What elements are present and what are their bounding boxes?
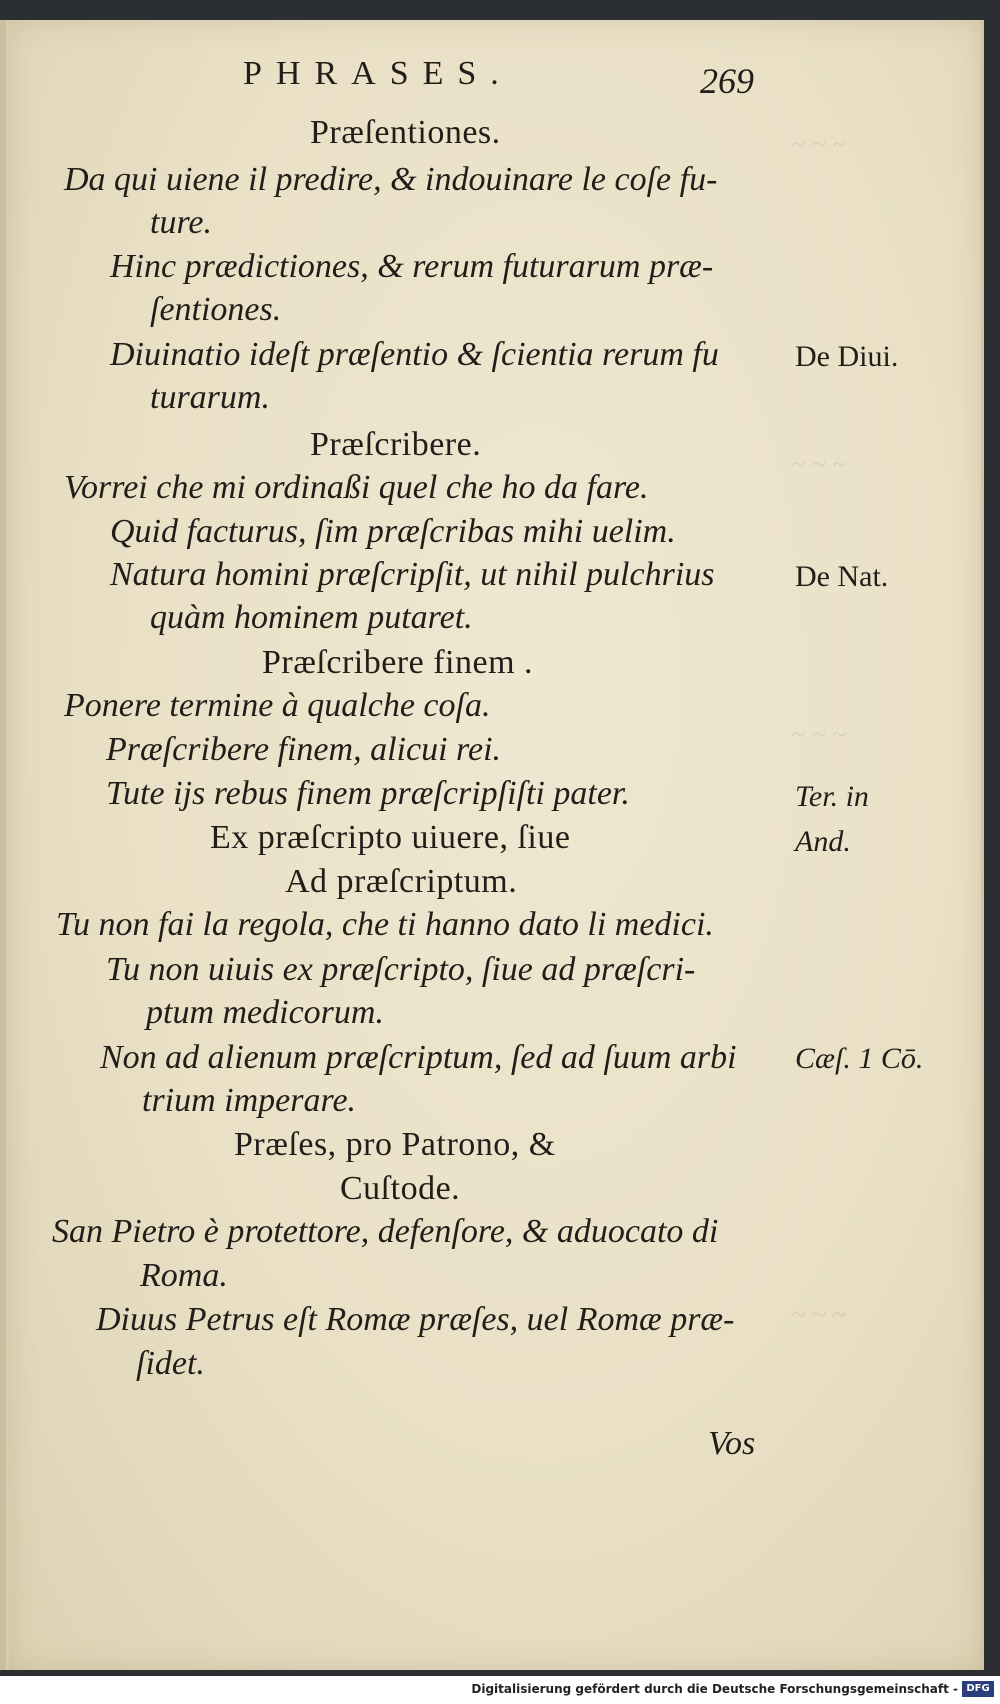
- funding-credit: Digitalisierung gefördert durch die Deutsche Forschungsgemeinschaft -: [471, 1682, 958, 1696]
- italian-phrase: San Pietro è protettore, defenſore, & aduocato di: [52, 1213, 719, 1250]
- bleed-through-mark: ~ ~ ~: [791, 1300, 847, 1329]
- lemma-heading-continued: Ad præſcriptum.: [285, 863, 518, 900]
- italian-phrase-continued: ture.: [150, 204, 213, 241]
- latin-phrase: Quid facturus, ſim præſcribas mihi uelim.: [110, 513, 676, 550]
- latin-phrase-continued: quàm hominem putaret.: [150, 599, 473, 636]
- italian-phrase-continued: Roma.: [140, 1257, 228, 1294]
- lemma-heading: Præſcribere finem .: [262, 644, 534, 681]
- bleed-through-mark: ~ ~ ~: [791, 720, 847, 749]
- latin-phrase: Præſcribere finem, alicui rei.: [106, 731, 502, 768]
- margin-citation: De Nat.: [795, 560, 889, 593]
- lemma-heading: Præſes, pro Patrono, &: [234, 1126, 556, 1163]
- lemma-heading: Præſcribere.: [310, 426, 482, 463]
- lemma-heading: Præſentiones.: [310, 114, 501, 151]
- running-head: PHRASES.: [243, 55, 513, 92]
- italian-phrase: Da qui uiene il predire, & indouinare le coſe fu-: [64, 161, 718, 198]
- catchword: Vos: [708, 1425, 756, 1462]
- digitization-footer: [0, 1676, 1000, 1704]
- latin-phrase: Diuus Petrus eſt Romæ præſes, uel Romæ præ-: [96, 1301, 735, 1338]
- latin-phrase-continued: ſidet.: [136, 1345, 205, 1382]
- italian-phrase: Ponere termine à qualche coſa.: [64, 687, 491, 724]
- latin-phrase: Natura homini præſcripſit, ut nihil pulchrius: [110, 556, 715, 593]
- bleed-through-mark: ~ ~ ~: [791, 450, 847, 479]
- latin-phrase: Non ad alienum præſcriptum, ſed ad ſuum arbi: [100, 1039, 737, 1076]
- latin-phrase: Hinc prædictiones, & rerum futurarum præ-: [110, 248, 714, 285]
- margin-citation: Ter. in: [795, 780, 869, 813]
- lemma-heading-continued: Cuſtode.: [340, 1170, 461, 1207]
- latin-phrase-continued: ptum medicorum.: [146, 994, 384, 1031]
- latin-phrase-continued: turarum.: [150, 379, 270, 416]
- italian-phrase: Vorrei che mi ordinaßi quel che ho da fare.: [64, 469, 649, 506]
- bleed-through-mark: ~ ~ ~: [791, 130, 847, 159]
- latin-phrase-continued: ſentiones.: [150, 291, 282, 328]
- lemma-heading: Ex præſcripto uiuere, ſiue: [210, 819, 571, 856]
- latin-phrase-continued: trium imperare.: [142, 1082, 357, 1119]
- dfg-logo-icon: DFG: [962, 1681, 994, 1697]
- page-number: 269: [700, 61, 754, 101]
- latin-phrase: Tu non uiuis ex præſcripto, ſiue ad præſcri-: [106, 951, 696, 988]
- margin-citation: Cæſ. 1 Cō.: [795, 1042, 924, 1075]
- latin-phrase: Diuinatio ideſt præſentio & ſcientia rerum fu: [110, 336, 719, 373]
- latin-phrase: Tute ijs rebus finem præſcripſiſti pater.: [106, 775, 630, 812]
- italian-phrase: Tu non fai la regola, che ti hanno dato li medici.: [56, 906, 714, 943]
- margin-citation: And.: [795, 825, 851, 858]
- margin-citation: De Diui.: [795, 340, 899, 373]
